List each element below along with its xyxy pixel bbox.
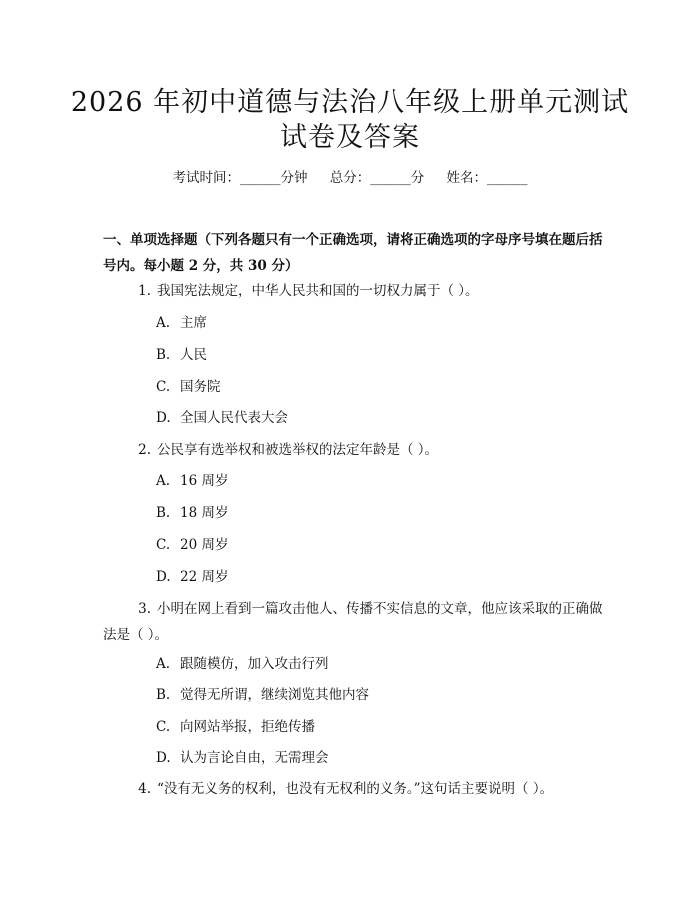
- question-3-option-b: [156, 682, 596, 708]
- question-1-option-c: [156, 374, 596, 400]
- question-2-option-c: [156, 532, 596, 558]
- question-4: [103, 776, 603, 802]
- option-text: 跟随模仿，加入攻击行列: [180, 656, 329, 672]
- option-text: 向网站举报，拒绝传播: [180, 719, 315, 735]
- option-text: 16 周岁: [180, 473, 229, 489]
- question-1-option-a: [156, 310, 596, 336]
- exam-meta: [0, 168, 700, 188]
- question-3-option-d: [156, 745, 596, 771]
- option-letter: B.: [156, 505, 171, 521]
- option-text: 22 周岁: [180, 569, 229, 585]
- question-1-option-b: [156, 342, 596, 368]
- question-1: [103, 278, 603, 304]
- question-2-option-a: [156, 468, 596, 494]
- question-number: 3.: [138, 601, 151, 617]
- question-text: “没有无义务的权利，也没有无权利的义务。”这句话主要说明（ ）。: [157, 781, 554, 797]
- exam-total-score: 总分：______分: [329, 170, 425, 186]
- question-text: 我国宪法规定，中华人民共和国的一切权力属于（ ）。: [157, 283, 479, 299]
- question-3: [103, 596, 603, 648]
- option-text: 主席: [180, 315, 207, 331]
- option-letter: A.: [156, 656, 171, 672]
- option-letter: D.: [156, 569, 171, 585]
- exam-time: 考试时间：______分钟: [172, 170, 308, 186]
- document-title-line-1: 2026 年初中道德与法治八年级上册单元测试: [70, 87, 630, 118]
- option-letter: B.: [156, 687, 171, 703]
- question-text: 公民享有选举权和被选举权的法定年龄是（ ）。: [157, 442, 439, 458]
- option-text: 觉得无所谓，继续浏览其他内容: [180, 687, 369, 703]
- question-number: 1.: [138, 283, 151, 299]
- document-title-line-2: 试卷及答案: [280, 122, 420, 153]
- option-letter: D.: [156, 750, 171, 766]
- option-text: 国务院: [180, 379, 221, 395]
- student-name: 姓名：______: [446, 170, 528, 186]
- option-letter: B.: [156, 347, 171, 363]
- option-letter: C.: [156, 719, 171, 735]
- question-3-option-c: [156, 714, 596, 740]
- question-text: 小明在网上看到一篇攻击他人、传播不实信息的文章，他应该采取的正确做法是（ ）。: [103, 601, 603, 643]
- question-2-option-d: [156, 564, 596, 590]
- section-heading: 一、单项选择题（下列各题只有一个正确选项，请将正确选项的字母序号填在题后括号内。每小题 2 分，共 30 分）: [103, 232, 603, 274]
- option-letter: D.: [156, 410, 171, 426]
- question-2-option-b: [156, 500, 596, 526]
- option-letter: C.: [156, 379, 171, 395]
- option-text: 18 周岁: [180, 505, 229, 521]
- option-text: 人民: [180, 347, 207, 363]
- question-3-option-a: [156, 651, 596, 677]
- option-letter: A.: [156, 473, 171, 489]
- question-number: 4.: [138, 781, 151, 797]
- option-letter: A.: [156, 315, 171, 331]
- option-text: 20 周岁: [180, 537, 229, 553]
- question-1-option-d: [156, 405, 596, 431]
- option-letter: C.: [156, 537, 171, 553]
- option-text: 全国人民代表大会: [180, 410, 288, 426]
- question-number: 2.: [138, 442, 151, 458]
- option-text: 认为言论自由，无需理会: [180, 750, 329, 766]
- question-2: [103, 437, 603, 463]
